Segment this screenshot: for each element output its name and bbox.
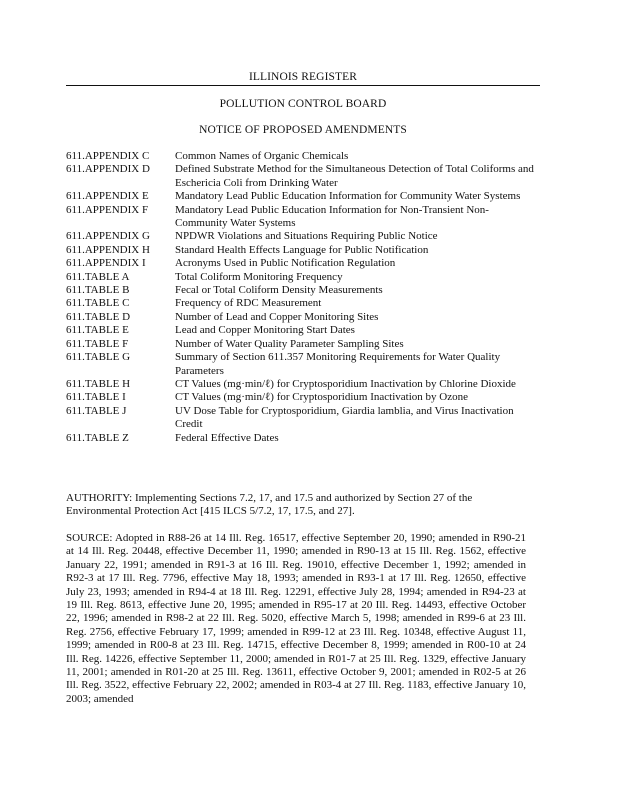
toc-code: 611.TABLE I xyxy=(66,391,126,404)
toc-code: 611.APPENDIX H xyxy=(66,243,150,256)
header-rule xyxy=(66,85,540,86)
toc-code: 611.TABLE A xyxy=(66,270,130,283)
toc-code: 611.APPENDIX C xyxy=(66,150,150,162)
toc-row xyxy=(66,150,540,163)
toc-title: Fecal or Total Coliform Density Measurements xyxy=(175,284,383,297)
board-name: POLLUTION CONTROL BOARD xyxy=(219,98,387,110)
toc-row xyxy=(66,391,540,404)
toc-row xyxy=(66,271,540,284)
notice-title: NOTICE OF PROPOSED AMENDMENTS xyxy=(199,124,407,136)
toc-code: 611.TABLE J xyxy=(66,404,127,417)
toc-row xyxy=(66,204,540,231)
toc-title: NPDWR Violations and Situations Requiring Public Notice xyxy=(175,230,438,243)
toc-row xyxy=(66,163,540,190)
toc-code: 611.APPENDIX D xyxy=(66,163,150,176)
toc-row xyxy=(66,284,540,297)
toc-title: Lead and Copper Monitoring Start Dates xyxy=(175,324,355,337)
toc-title: Frequency of RDC Measurement xyxy=(175,297,322,310)
toc-row xyxy=(66,297,540,310)
toc-row xyxy=(66,324,540,337)
toc-code: 611.TABLE G xyxy=(66,351,131,364)
toc-code: 611.TABLE B xyxy=(66,284,130,297)
toc-row xyxy=(66,338,540,351)
toc-title: Number of Lead and Copper Monitoring Sites xyxy=(175,310,379,323)
toc-title: CT Values (mg·min/ℓ) for Cryptosporidium Inactivation by Ozone xyxy=(175,391,468,404)
toc-title: CT Values (mg·min/ℓ) for Cryptosporidium Inactivation by Chlorine Dioxide xyxy=(175,377,516,390)
toc-title: Common Names of Organic Chemicals xyxy=(175,150,349,162)
toc-code: 611.APPENDIX I xyxy=(66,257,146,270)
toc-row xyxy=(66,257,540,270)
source-paragraph: SOURCE: Adopted in R88-26 at 14 Ill. Reg. 16517, effective September 20, 1990; amended in R90-21 at 14 Ill. Reg. 20448, effective December 11, 1990; amended in R90-13 at 15 Ill. Reg. 1562, effective January 22, 1991; amended in R91-3 at 16 Ill. Reg. 19010, effective December 1, 1992; amended in R92-3 at 17 Ill. Reg. 7796, effective May 18, 1993; amended in R93-1 at 17 Ill. Reg. 12650, effective July 23, 1993; amended in R94-4 at 18 Ill. Reg. 12291, effective July 28, 1994; amended in R94-23 at 19 Ill. Reg. 8613, effective June 20, 1995; amended in R95-17 at 20 Ill. Reg. 14493, effective October 22, 1996; amended in R98-2 at 22 Ill. Reg. 5020, effective March 5, 1998; amended in R99-6 at 23 Ill. Reg. 2756, effective February 17, 1999; amended in R99-12 at 23 Ill. Reg. 10348, effective August 11, 1999; amended in R00-8 at 23 Ill. Reg. 14715, effective December 8, 1999; amended in R00-10 at 24 Ill. Reg. 14226, effective September 11, 2000; amended in R01-7 at 25 Ill. Reg. 1329, effective January 11, 2001; amended in R01-20 at 25 Ill. Reg. 13611, effective October 9, 2001; amended in R02-5 at 26 Ill. Reg. 3522, effective February 22, 2002; amended in R03-4 at 27 Ill. Reg. 1183, effective January 10, 2003; amended xyxy=(66,532,526,705)
toc-code: 611.TABLE C xyxy=(66,297,130,310)
toc-code: 611.TABLE F xyxy=(66,337,129,350)
toc-code: 611.APPENDIX E xyxy=(66,190,149,203)
table-of-contents xyxy=(66,150,540,445)
toc-title: Defined Substrate Method for the Simultaneous Detection of Total Coliforms and Eschericia Coli from Drinking Water xyxy=(175,163,534,189)
toc-title: Acronyms Used in Public Notification Regulation xyxy=(175,257,396,270)
toc-row xyxy=(66,244,540,257)
toc-title: Total Coliform Monitoring Frequency xyxy=(175,270,343,283)
toc-title: Federal Effective Dates xyxy=(175,431,279,444)
toc-code: 611.APPENDIX F xyxy=(66,203,149,216)
toc-code: 611.TABLE H xyxy=(66,377,131,390)
register-header: ILLINOIS REGISTER xyxy=(248,71,358,83)
toc-code: 611.TABLE D xyxy=(66,310,131,323)
toc-row xyxy=(66,230,540,243)
toc-title: Number of Water Quality Parameter Sampling Sites xyxy=(175,337,404,350)
toc-code: 611.TABLE Z xyxy=(66,431,129,444)
toc-code: 611.TABLE E xyxy=(66,324,129,337)
toc-row xyxy=(66,405,540,432)
toc-row xyxy=(66,432,540,445)
toc-row xyxy=(66,378,540,391)
toc-code: 611.APPENDIX G xyxy=(66,230,150,243)
toc-row xyxy=(66,190,540,203)
toc-title: Summary of Section 611.357 Monitoring Requirements for Water Quality Parameters xyxy=(175,351,501,377)
toc-title: Standard Health Effects Language for Public Notification xyxy=(175,243,429,256)
toc-row xyxy=(66,311,540,324)
toc-title: Mandatory Lead Public Education Information for Non-Transient Non-Community Water Systems xyxy=(175,203,489,230)
toc-row xyxy=(66,351,540,378)
toc-title: UV Dose Table for Cryptosporidium, Giardia lamblia, and Virus Inactivation Credit xyxy=(175,404,514,431)
authority-paragraph: AUTHORITY: Implementing Sections 7.2, 17, and 17.5 and authorized by Section 27 of the Environmental Protection Act [415 ILCS 5/7.2, 17, 17.5, and 27]. xyxy=(66,492,473,518)
toc-title: Mandatory Lead Public Education Information for Community Water Systems xyxy=(175,190,521,203)
